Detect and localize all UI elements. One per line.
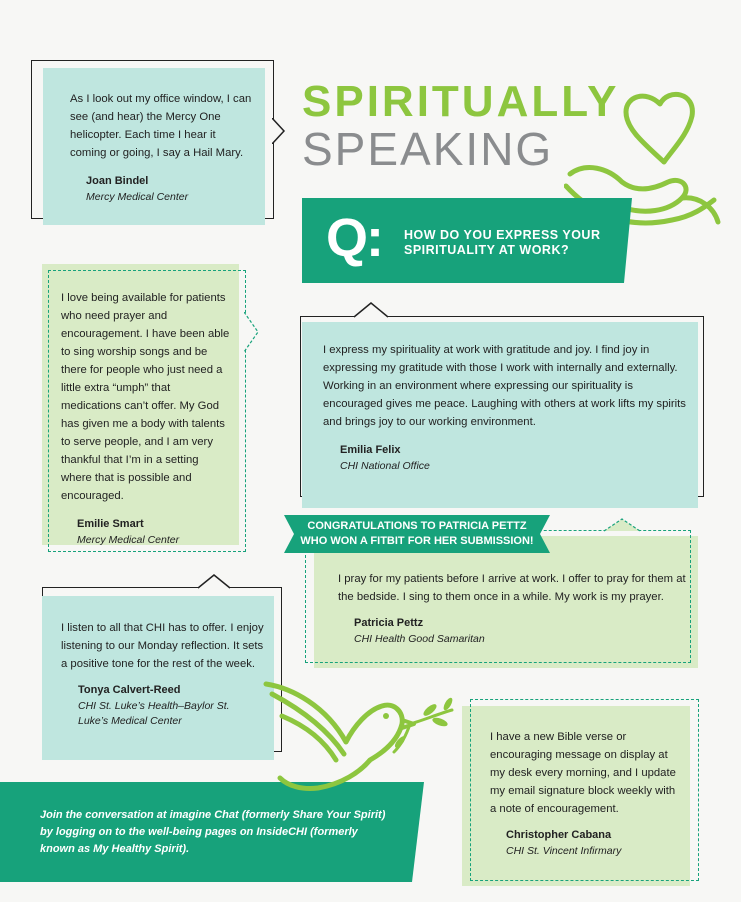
- testimonial-quote: I love being available for patients who need prayer and encouragement. I have been able to sing worship songs and be there for people who just need a little extra “umph” that medications can’t offer. My God has given me a body with talents to serve people, and I am very thankful that I’m in a setting where that is possible and encouraged.: [61, 292, 230, 502]
- speech-pointer: [604, 518, 640, 532]
- testimonial-name: Emilie Smart: [77, 518, 144, 530]
- footer-text: Join the conversation at imagine Chat (formerly Share Your Spirit) by logging on to the well-being pages on InsideCHI (formerly known as My Healthy Spirit).: [40, 809, 386, 855]
- question-line1: HOW DO YOU EXPRESS YOUR: [404, 228, 601, 242]
- card-dashed-outline: [48, 270, 246, 552]
- testimonial-name: Patricia Pettz: [354, 617, 424, 629]
- testimonial-name: Tonya Calvert-Reed: [78, 684, 181, 696]
- testimonial-org: CHI St. Luke’s Health–Baylor St. Luke’s Medical Center: [78, 700, 230, 727]
- question-text: [404, 228, 601, 258]
- testimonial-org: CHI National Office: [340, 460, 430, 472]
- testimonial-name: Emilia Felix: [340, 444, 401, 456]
- testimonial-name: Christopher Cabana: [506, 829, 612, 841]
- testimonial-quote: I pray for my patients before I arrive at work. I offer to pray for them at the bedside. I sing to them once in a while. My work is my prayer.: [338, 573, 686, 603]
- congrats-line2: WHO WON A FITBIT FOR HER SUBMISSION!: [300, 535, 534, 547]
- title-line1: SPIRITUALLY: [302, 77, 620, 126]
- testimonial-org: CHI Health Good Samaritan: [354, 633, 485, 645]
- testimonial-card: [42, 596, 274, 760]
- testimonial-org: Mercy Medical Center: [86, 191, 189, 203]
- question-line2: SPIRITUALITY AT WORK?: [404, 243, 570, 257]
- speech-pointer: [198, 574, 230, 589]
- congrats-banner-text: [294, 519, 540, 549]
- dove-icon: [262, 680, 462, 800]
- card-dashed-outline: [470, 699, 699, 881]
- testimonial-card: [43, 68, 265, 225]
- testimonial-name: Joan Bindel: [86, 175, 149, 187]
- title-line2: SPEAKING: [302, 123, 554, 175]
- congrats-line1: CONGRATULATIONS TO PATRICIA PETTZ: [307, 520, 527, 532]
- testimonial-quote: I listen to all that CHI has to offer. I enjoy listening to our Monday reflection. It sets a positive tone for the rest of the week.: [61, 622, 264, 670]
- question-letter: Q:: [326, 208, 382, 268]
- speech-pointer: [354, 302, 388, 318]
- testimonial-org: Mercy Medical Center: [77, 534, 180, 546]
- testimonial-card: [302, 322, 698, 508]
- speech-pointer: [244, 312, 260, 352]
- testimonial-org: CHI St. Vincent Infirmary: [506, 845, 622, 857]
- testimonial-quote: I express my spirituality at work with gratitude and joy. I find joy in expressing my gratitude with those I work with internally and externally. Working in an environment where expressing our spirituality is encouraged gives me peace. Laughing with others at work lifts my spirits and brings joy to our working environment.: [323, 344, 686, 428]
- testimonial-quote: I have a new Bible verse or encouraging message on display at my desk every morning, and I update my email signature block weekly with a note of encouragement.: [490, 731, 676, 815]
- speech-pointer: [272, 118, 286, 144]
- testimonial-quote: As I look out my office window, I can see (and hear) the Mercy One helicopter. Each time I hear it coming or going, I say a Hail Mary.: [70, 93, 252, 159]
